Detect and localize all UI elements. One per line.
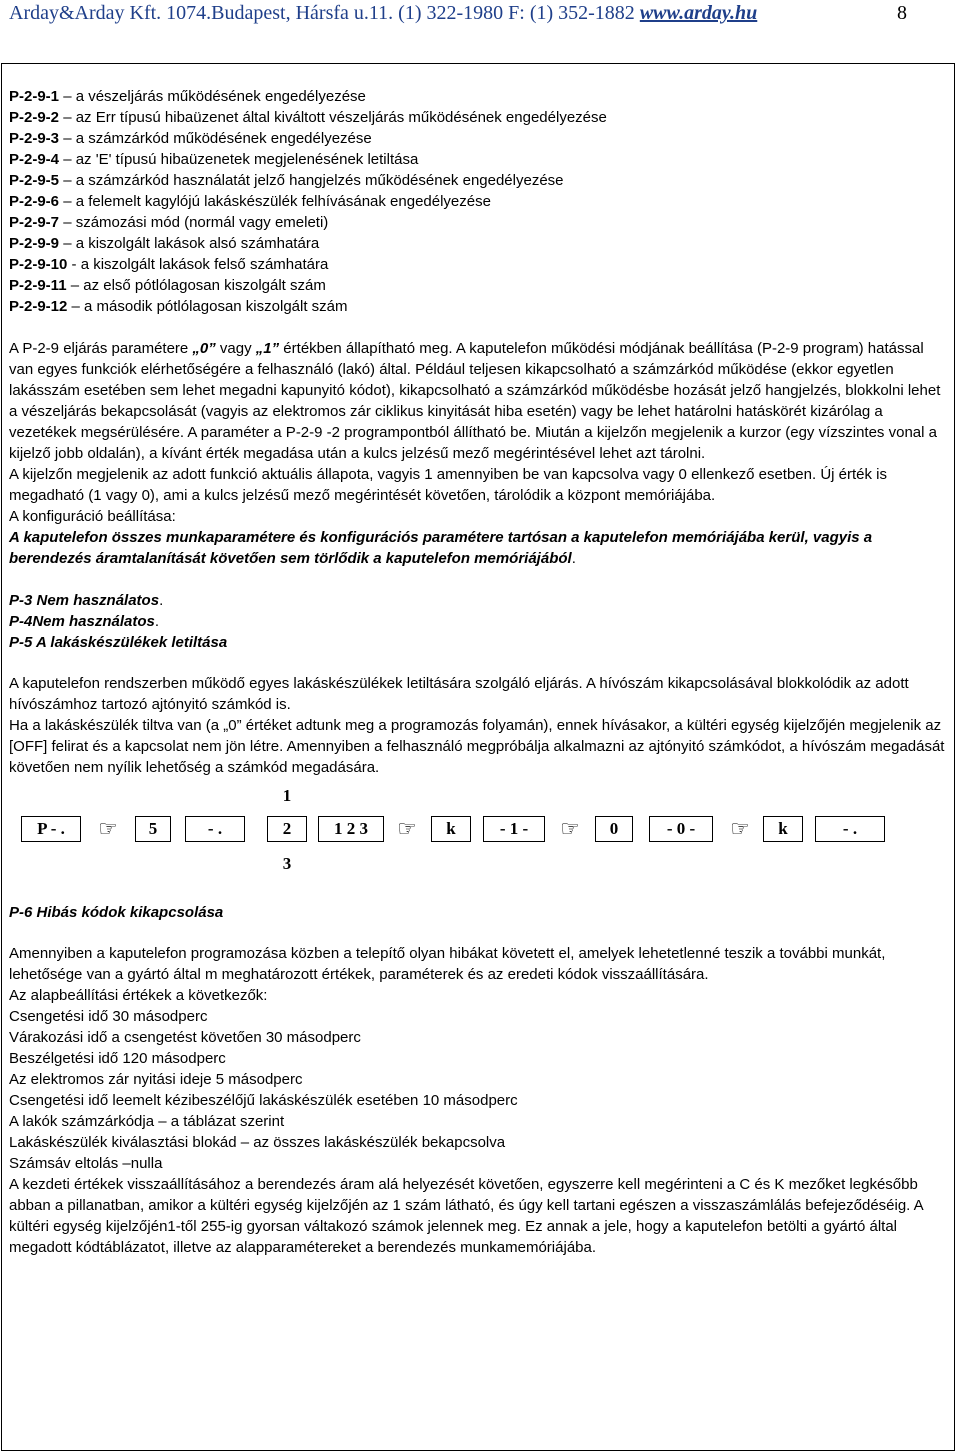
diagram-box: P - . [21, 816, 81, 842]
default-item: Lakáskészülék kiválasztási blokád – az összes lakáskészülék bekapcsolva [9, 1134, 506, 1151]
warning-paragraph: A kaputelefon összes munkaparamétere és konfigurációs paramétere tartósan a kaputelefon memóriájába kerül, vagyis a berendezés áramtalanítását követően sem törlődik a kaputelefon memóriájából. [9, 529, 873, 567]
page-header [9, 2, 949, 28]
pointing-hand-icon: ☞ [397, 816, 417, 841]
document-body [9, 86, 951, 1258]
param-item: P-2-9-10 - a kiszolgált lakások felső számhatára [9, 256, 329, 273]
diagram-box: - . [815, 816, 885, 842]
default-item: Várakozási idő a csengetést követően 30 másodperc [9, 1029, 361, 1046]
diagram-box: k [431, 816, 471, 842]
default-item: Csengetési idő leemelt kézibeszélőjű lakáskészülék esetében 10 másodperc [9, 1092, 518, 1109]
p5-heading: P-5 A lakáskészülékek letiltása [9, 634, 228, 651]
company-address: Arday&Arday Kft. 1074.Budapest, Hársfa u.11. (1) 322-1980 F: (1) 352-1882 [9, 2, 635, 24]
diagram-box: 0 [595, 816, 633, 842]
diagram-box: - . [185, 816, 245, 842]
param-item: P-2-9-2 – az Err típusú hibaüzenet által kiváltott vészeljárás működésének engedélyezése [9, 109, 607, 126]
default-item: A lakók számzárkódja – a táblázat szerint [9, 1113, 285, 1130]
param-item: P-2-9-3 – a számzárkód működésének engedélyezése [9, 130, 372, 147]
p6-outro: A kezdeti értékek visszaállításához a berendezés áram alá helyezését követően, egyszerre kell megérinteni a C és K mezőket legkésőbb abban a pillanatban, amikor a kültéri egység kijelzőjén az 1 szám látható, és úgy kell tartani egészen a visszaszámlálás befejeződéséig. A kültéri egység kijelzőjén1-től 255-ig gyorsan váltakozó számok jelennek meg. Ez annak a jele, hogy a kaputelefon betölti a gyártó által megadott kódtáblázatot, illetve az alapparamétereket a berendezés munkamemóriájába. [9, 1176, 923, 1256]
p5-paragraph-1: A kaputelefon rendszerben működő egyes lakáskészülékek letiltására szolgáló eljárás. A hívószám kikapcsolásával blokkolódik az adott hívószámhoz tartozó ajtónyitó számkód is. [9, 675, 909, 713]
pointing-hand-icon: ☞ [730, 816, 750, 841]
default-item: Az elektromos zár nyitási ideje 5 másodperc [9, 1071, 303, 1088]
param-item: P-2-9-12 – a második pótlólagosan kiszolgált szám [9, 298, 348, 315]
param-item: P-2-9-9 – a kiszolgált lakások alsó számhatára [9, 235, 320, 252]
param-item: P-2-9-1 – a vészeljárás működésének engedélyezése [9, 88, 366, 105]
param-item: P-2-9-11 – az első pótlólagosan kiszolgált szám [9, 277, 326, 294]
page-number: 8 [897, 2, 907, 24]
p29-description: A P-2-9 eljárás paramétere „0” vagy „1” értékben állapítható meg. A kaputelefon működési módjának beállítása (P-2-9 program) hatással van egyes funkciók elérhetőségére a felhasználó (lakó) által. Például teljesen kikapcsolható a számzárkód működése (ekkor egyetlen lakásszám esetében sem lehet megadni kapunyitó kódot), kikapcsolható a számzárkód működésbe hozását jelző hangjelzés, blokkolni lehet a vészeljárás bekapcsolását (vagyis az elektromos zár ciklikus kinyitását hiba esetén) vagy be lehet határolni hatáskörét kizárólag a vezetékek megsérülésére. A paraméter a P-2-9 -2 programpontból állítható be. Miután a kijelzőn megjelenik a kurzor (egy vízszintes vonal a kijelző jobb oldalán), a kívánt érték megadása után a kulcs jelzésű mező megérintésével lehet azt tárolni. [9, 340, 941, 462]
p3-heading: P-3 Nem használatos. [9, 592, 164, 609]
p6-intro: Amennyiben a kaputelefon programozása közben a telepítő olyan hibákat követett el, amelyek lehetetlenné teszik a további munkát, lehetősége van a gyártó által m meghatározott értékek, paraméterek és az eredeti kódok visszaállítására. [9, 945, 886, 983]
diagram-box: 2 [267, 816, 307, 842]
default-item: Csengetési idő 30 másodperc [9, 1008, 208, 1025]
pointing-hand-icon: ☞ [98, 816, 118, 841]
diagram-box: k [763, 816, 803, 842]
p5-paragraph-2: Ha a lakáskészülék tiltva van (a „0” értéket adtunk meg a programozás folyamán), ennek hívásakor, a kültéri egység kijelzőjén megjelenik az [OFF] felirat és a kapcsolat nem jön létre. Amennyiben a felhasználó megpróbálja alkalmazni az ajtónyitó számkódot, a hívószám megadását követően nem nyílik lehetőség a számkód megadására. [9, 717, 945, 776]
p6-heading: P-6 Hibás kódok kikapcsolása [9, 904, 224, 921]
status-paragraph: A kijelzőn megjelenik az adott funkció aktuális állapota, vagyis 1 amennyiben be van kapcsolva vagy 0 ellenkező esetben. Új érték is megadható (1 vagy 0), ami a kulcs jelzésű mező megérintését követően, tárolódik a központ memóriájába. [9, 466, 888, 504]
config-label: A konfiguráció beállítása: [9, 508, 176, 525]
p4-heading: P-4Nem használatos. [9, 613, 160, 630]
diagram-option: 1 [282, 786, 292, 805]
diagram-box: - 0 - [649, 816, 713, 842]
diagram-box: - 1 - [483, 816, 545, 842]
param-item: P-2-9-7 – számozási mód (normál vagy emeleti) [9, 214, 329, 231]
website-link[interactable]: www.arday.hu [639, 2, 758, 24]
param-item: P-2-9-5 – a számzárkód használatát jelző hangjelzés működésének engedélyezése [9, 172, 564, 189]
param-item: P-2-9-4 – az 'E' típusú hibaüzenetek megjelenésének letiltása [9, 151, 419, 168]
diagram-option: 3 [282, 854, 292, 873]
key-sequence-diagram [9, 781, 951, 881]
defaults-label: Az alapbeállítási értékek a következők: [9, 987, 268, 1004]
param-item: P-2-9-6 – a felemelt kagylójú lakáskészülék felhívásának engedélyezése [9, 193, 491, 210]
pointing-hand-icon: ☞ [560, 816, 580, 841]
diagram-box: 5 [135, 816, 171, 842]
default-item: Beszélgetési idő 120 másodperc [9, 1050, 226, 1067]
parameter-list [9, 86, 951, 317]
default-item: Számsáv eltolás –nulla [9, 1155, 163, 1172]
diagram-box: 1 2 3 [318, 816, 384, 842]
